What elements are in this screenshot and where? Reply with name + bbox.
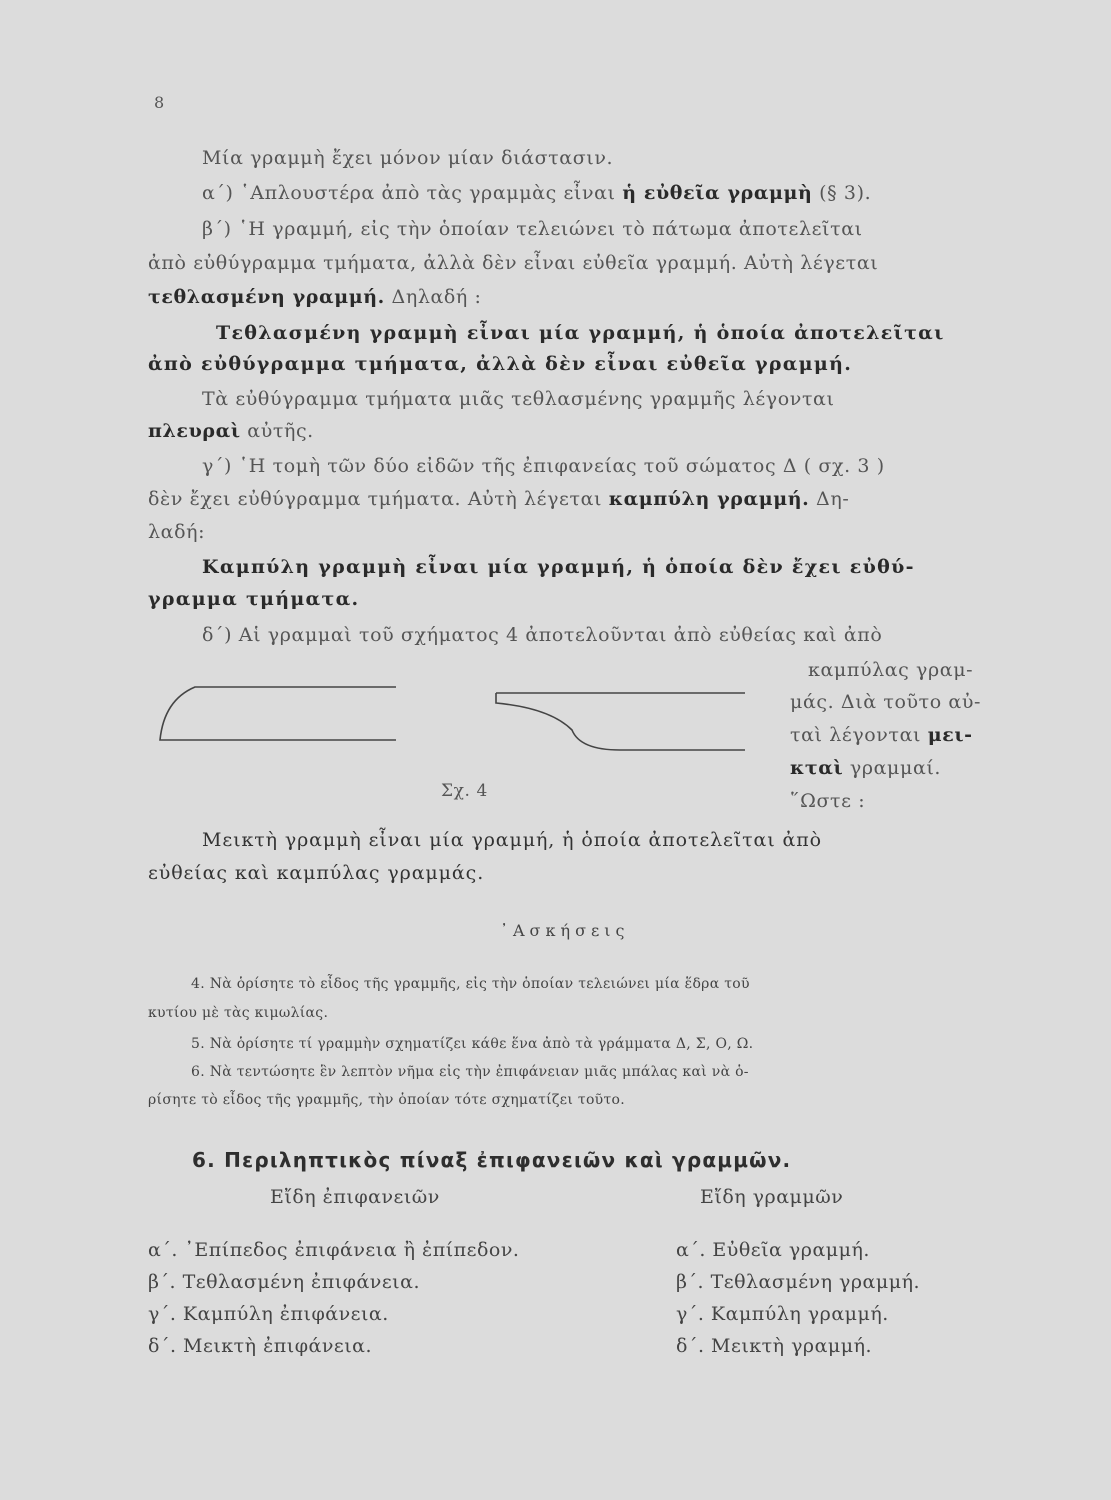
delta-side-term1: μει- (927, 724, 973, 746)
delta-side-tail: γραμμαί. (843, 757, 942, 779)
paragraph-sides-line1: Τὰ εὐθύγραμμα τμήματα μιᾶς τεθλασμένης γραμμῆς λέγονται (202, 388, 835, 410)
gamma-term: καμπύλη γραμμή. (608, 488, 810, 510)
gamma-lead: δὲν ἔχει εὐθύγραμμα τμήματα. Αὐτὴ λέγεται (148, 488, 609, 510)
delta-side-line3 (790, 724, 973, 746)
alpha-tail: (§ 3). (812, 182, 872, 204)
paragraph-alpha (202, 182, 871, 204)
exercise-4-line1: 4. Νὰ ὁρίσητε τὸ εἶδος τῆς γραμμῆς, εἰς τὴν ὁποίαν τελειώνει μία ἕδρα τοῦ (191, 976, 750, 992)
delta-side-line2: μάς. Διὰ τοῦτο αὐ- (790, 691, 982, 713)
delta-side-line1: καμπύλας γραμ- (808, 659, 974, 681)
lines-list (676, 1234, 920, 1362)
paragraph-gamma-line2 (148, 488, 849, 510)
paragraph-dimension: Μία γραμμὴ ἔχει μόνον μίαν διάστασιν. (202, 147, 614, 169)
paragraph-beta-line1: β΄) ῾Η γραμμή, εἰς τὴν ὁποίαν τελειώνει τὸ πάτωμα ἀποτελεῖται (202, 218, 863, 240)
line-item: γ΄. Καμπύλη γραμμή. (676, 1303, 889, 1325)
exercise-6-line2: ρίσητε τὸ εἶδος τῆς γραμμῆς, τὴν ὁποίαν τότε σχηματίζει τοῦτο. (148, 1092, 626, 1108)
sides-term: πλευραὶ (148, 420, 241, 442)
delta-side-line5: ῞Ωστε : (790, 790, 866, 812)
exercise-6-line1: 6. Νὰ τεντώσητε ἓν λεπτὸν νῆμα εἰς τὴν ἐπιφάνειαν μιᾶς μπάλας καὶ νὰ ὁ- (191, 1064, 749, 1080)
definition-curve-line1: Καμπύλη γραμμὴ εἶναι μία γραμμή, ἡ ὁποία δὲν ἔχει εὐθύ- (202, 556, 915, 578)
definition-polyline-line1: Τεθλασμένη γραμμὴ εἶναι μία γραμμή, ἡ ὁποία ἀποτελεῖται (216, 322, 945, 344)
line-item: δ΄. Μεικτὴ γραμμή. (676, 1335, 873, 1357)
surface-item: δ΄. Μεικτὴ ἐπιφάνεια. (148, 1335, 373, 1357)
gamma-tail: Δη- (809, 488, 850, 510)
surfaces-header: Εἴδη ἐπιφανειῶν (270, 1186, 440, 1208)
beta-term: τεθλασμένη γραμμή. (148, 286, 385, 308)
definition-polyline-line2: ἀπὸ εὐθύγραμμα τμήματα, ἀλλὰ δὲν εἶναι εὐθεῖα γραμμή. (148, 353, 853, 375)
beta-tail: Δηλαδή : (384, 286, 482, 308)
figure-4-left-line (160, 687, 396, 740)
delta-side-line4 (790, 757, 941, 779)
alpha-lead: α΄) ῾Απλουστέρα ἀπὸ τὰς γραμμὰς εἶναι (202, 182, 623, 204)
surface-item: α΄. ᾿Επίπεδος ἐπιφάνεια ἢ ἐπίπεδον. (148, 1239, 520, 1261)
surfaces-list (148, 1234, 519, 1362)
paragraph-beta-line3 (148, 286, 482, 308)
paragraph-gamma-line1: γ΄) ῾Η τομὴ τῶν δύο εἰδῶν τῆς ἐπιφανείας τοῦ σώματος Δ ( σχ. 3 ) (202, 455, 885, 477)
figure-4 (150, 670, 760, 780)
page-number: 8 (154, 93, 165, 112)
definition-mixed-line1: Μεικτὴ γραμμὴ εἶναι μία γραμμή, ἡ ὁποία ἀποτελεῖται ἀπὸ (202, 829, 823, 851)
exercise-4-line2: κυτίου μὲ τὰς κιμωλίας. (148, 1005, 329, 1021)
line-item: α΄. Εὐθεῖα γραμμή. (676, 1239, 870, 1261)
alpha-bold: ἡ εὐθεῖα γραμμὴ (622, 182, 813, 204)
exercise-5: 5. Νὰ ὁρίσητε τί γραμμὴν σχηματίζει κάθε ἕνα ἀπὸ τὰ γράμματα Δ, Σ, Ο, Ω. (191, 1036, 754, 1052)
lines-header: Εἴδη γραμμῶν (700, 1186, 844, 1208)
surface-item: β΄. Τεθλασμένη ἐπιφάνεια. (148, 1271, 421, 1293)
figure-caption: Σχ. 4 (441, 781, 488, 801)
figure-4-right-line (496, 693, 745, 750)
section-6-title: 6. Περιληπτικὸς πίναξ ἐπιφανειῶν καὶ γραμμῶν. (192, 1148, 792, 1172)
delta-side-term2: κταὶ (790, 757, 844, 779)
paragraph-gamma-line3: λαδή: (148, 521, 206, 543)
paragraph-sides-line2 (148, 420, 314, 442)
exercises-title: ᾿Ασκήσεις (500, 921, 630, 940)
line-item: β΄. Τεθλασμένη γραμμή. (676, 1271, 921, 1293)
definition-mixed-line2: εὐθείας καὶ καμπύλας γραμμάς. (148, 862, 485, 884)
paragraph-beta-line2: ἀπὸ εὐθύγραμμα τμήματα, ἀλλὰ δὲν εἶναι εὐθεῖα γραμμή. Αὐτὴ λέγεται (148, 252, 879, 274)
delta-side-lead: ταὶ λέγονται (790, 724, 928, 746)
paragraph-delta-line1: δ΄) Αἱ γραμμαὶ τοῦ σχήματος 4 ἀποτελοῦνται ἀπὸ εὐθείας καὶ ἀπὸ (202, 624, 883, 646)
surface-item: γ΄. Καμπύλη ἐπιφάνεια. (148, 1303, 389, 1325)
sides-tail: αὐτῆς. (240, 420, 314, 442)
definition-curve-line2: γραμμα τμήματα. (148, 588, 360, 610)
